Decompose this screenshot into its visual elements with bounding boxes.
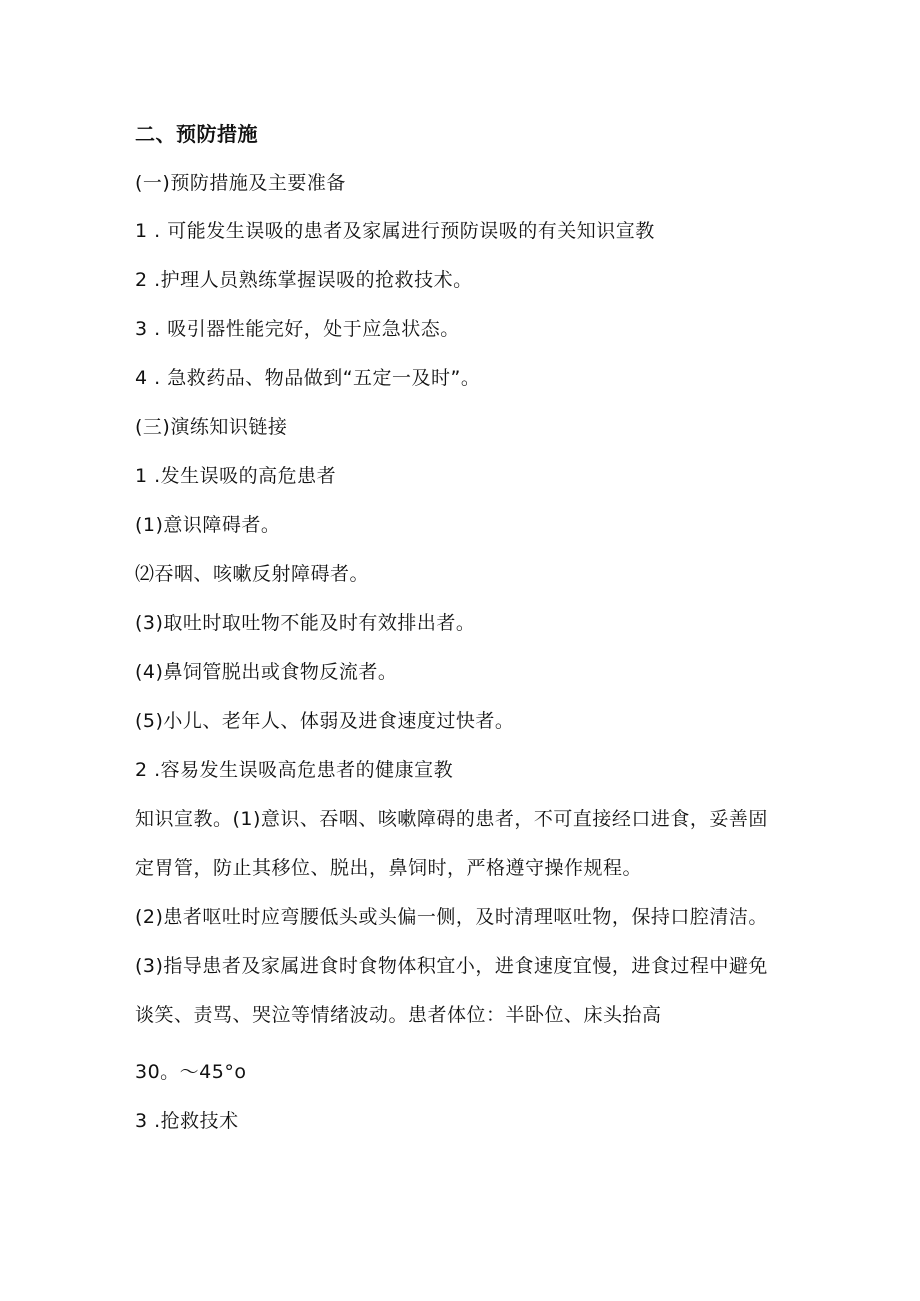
prep-item-1: 1 . 可能发生误吸的患者及家属进行预防误吸的有关知识宣教	[135, 220, 655, 242]
risk-item-3: (3)取吐时取吐物不能及时有效排出者。	[135, 612, 476, 634]
section-title: 二、预防措施	[135, 122, 258, 146]
item-2-title: 2 .容易发生误吸高危患者的健康宣教	[135, 759, 454, 781]
risk-item-4: (4)鼻饲管脱出或食物反流者。	[135, 661, 398, 683]
item-3-title: 3 .抢救技术	[135, 1110, 239, 1132]
subsection-title-drill: (三)演练知识链接	[135, 416, 288, 438]
prep-item-3: 3 . 吸引器性能完好，处于应急状态。	[135, 318, 460, 340]
risk-item-1: (1)意识障碍者。	[135, 514, 281, 536]
risk-item-2: ⑵吞咽、咳嗽反射障碍者。	[135, 563, 370, 585]
risk-item-5: (5)小儿、老年人、体弱及进食速度过快者。	[135, 710, 515, 732]
edu-line-4: (3)指导患者及家属进食时食物体积宜小，进食速度宜慢，进食过程中避免	[135, 955, 768, 977]
prep-item-2: 2 .护理人员熟练掌握误吸的抢救技术。	[135, 269, 473, 291]
edu-line-6: 30。～45°o	[135, 1061, 247, 1083]
item-1-title: 1 .发生误吸的高危患者	[135, 465, 337, 487]
prep-item-4: 4 . 急救药品、物品做到“五定一及时”。	[135, 367, 481, 389]
edu-line-2: 定胃管，防止其移位、脱出，鼻饲时，严格遵守操作规程。	[135, 857, 643, 879]
edu-line-1: 知识宣教。(1)意识、吞咽、咳嗽障碍的患者，不可直接经口进食，妥善固	[135, 808, 768, 830]
subsection-title-prep: (一)预防措施及主要准备	[135, 172, 346, 194]
edu-line-5: 谈笑、责骂、哭泣等情绪波动。患者体位：半卧位、床头抬高	[135, 1004, 662, 1026]
edu-line-3: (2)患者呕吐时应弯腰低头或头偏一侧，及时清理呕吐物，保持口腔清洁。	[135, 906, 768, 928]
